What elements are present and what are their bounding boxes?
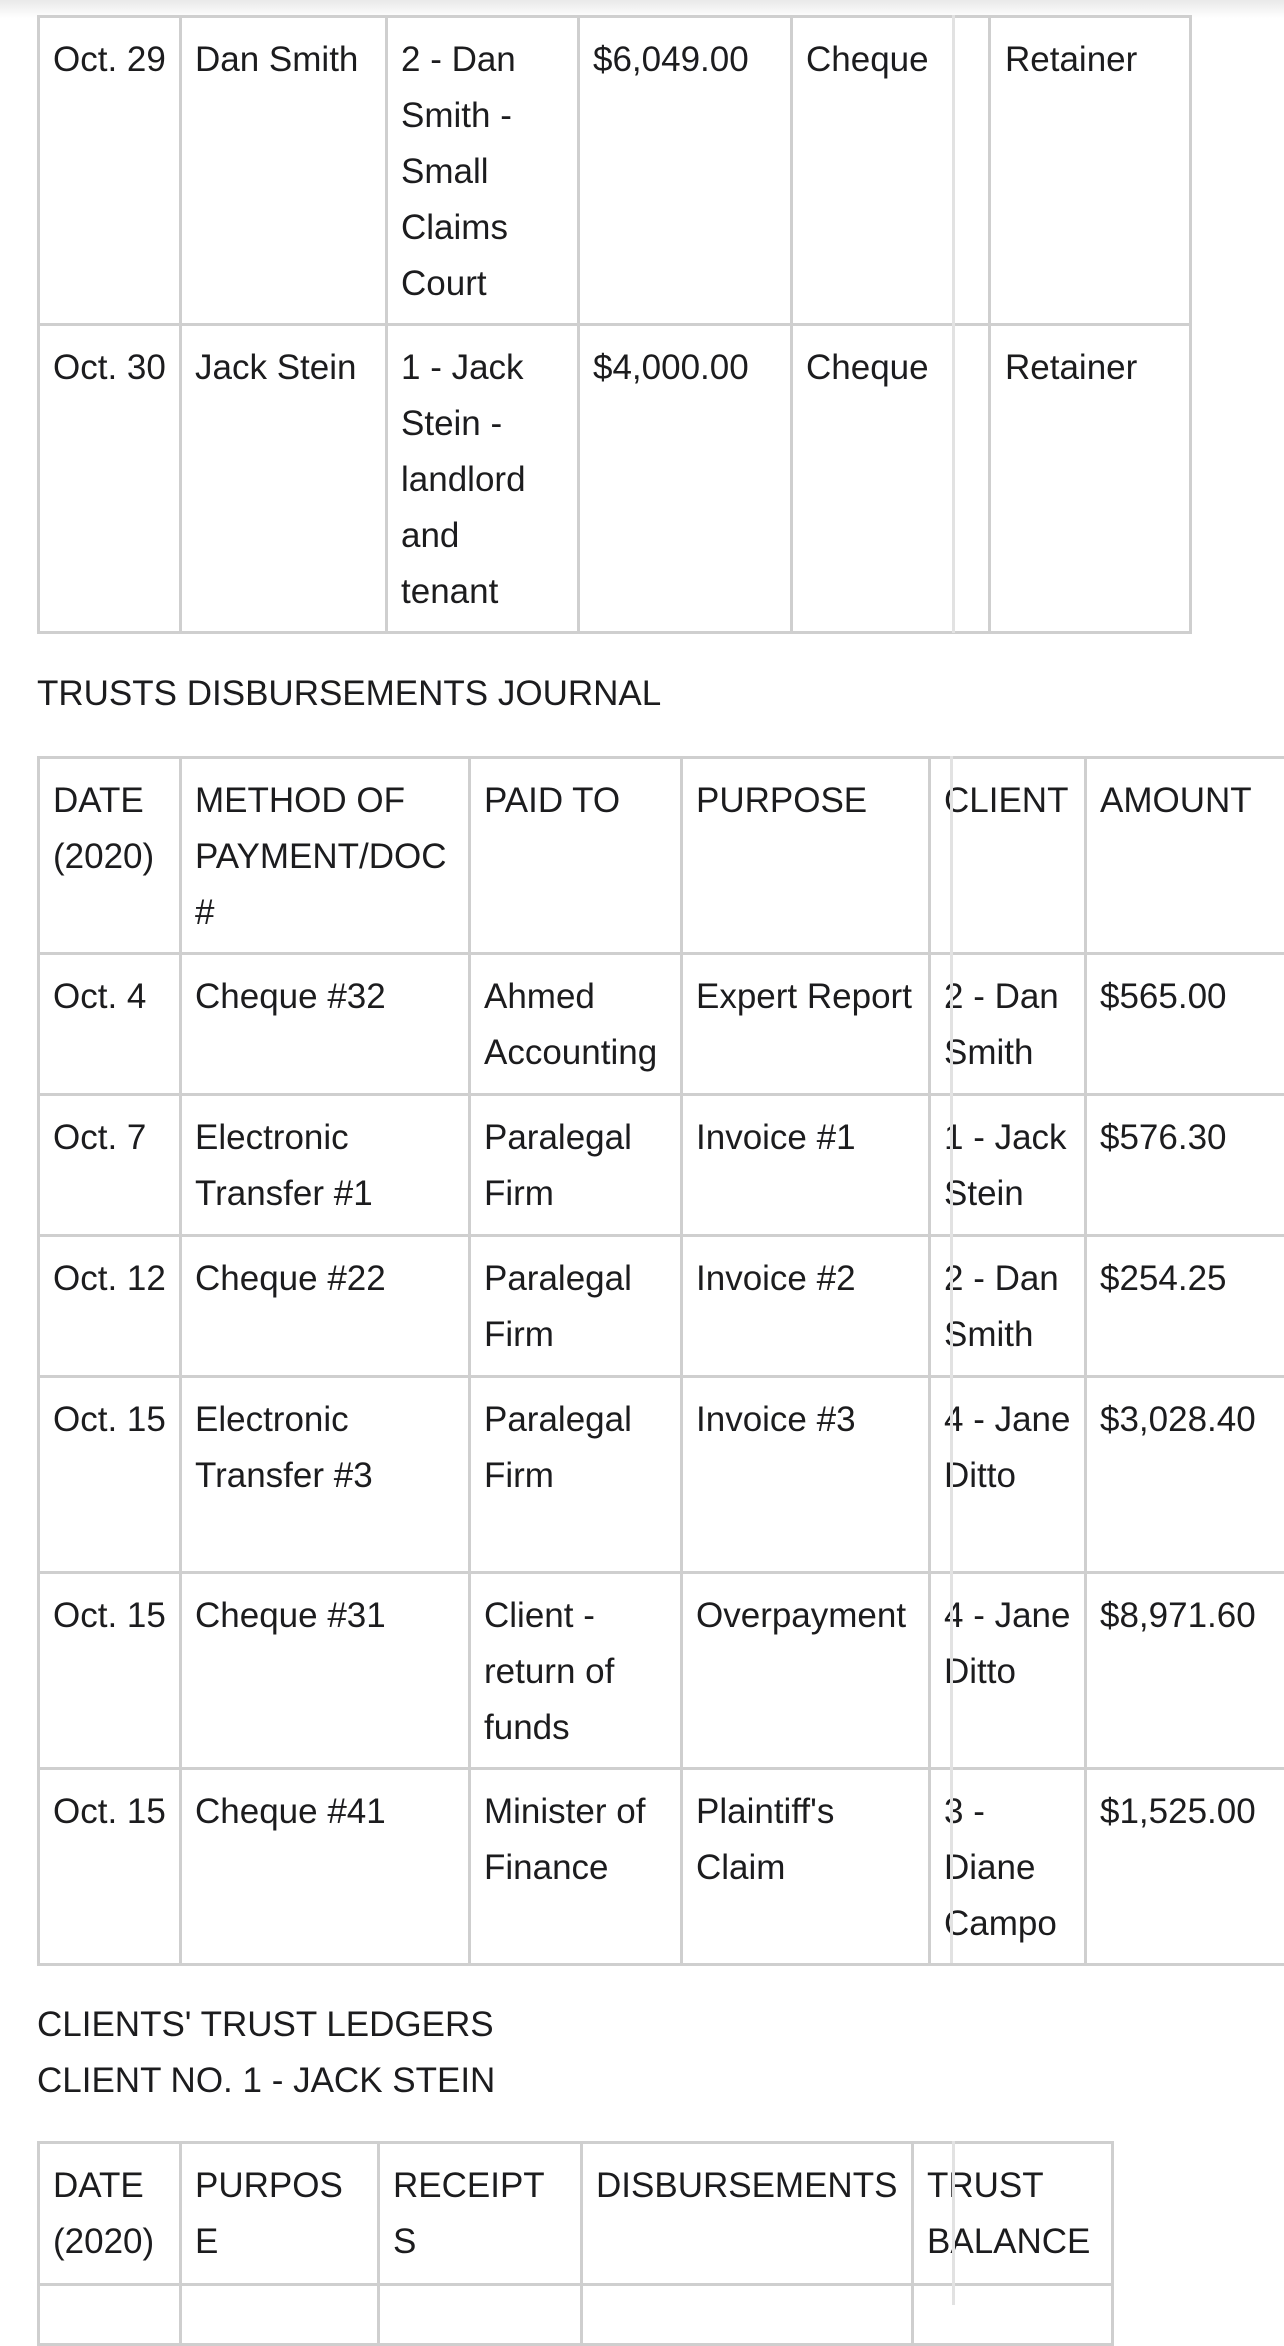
column-divider: [952, 15, 955, 633]
header-trust-balance: TRUST BALANCE: [913, 2143, 1113, 2285]
date-cell: Oct. 7: [39, 1095, 181, 1236]
header-disbursements: DISBURSEMENTS: [582, 2143, 913, 2285]
date-cell: Oct. 15: [39, 1573, 181, 1769]
client-cell: 3 - Diane Campo: [930, 1769, 1086, 1965]
column-divider: [950, 756, 953, 1963]
method-cell: Cheque #32: [181, 954, 470, 1095]
date-cell: Oct. 12: [39, 1236, 181, 1377]
method-cell: Electronic Transfer #1: [181, 1095, 470, 1236]
paid-to-cell: Ahmed Accounting: [470, 954, 682, 1095]
client-cell: 2 - Dan Smith - Small Claims Court: [387, 17, 579, 325]
paid-to-cell: Paralegal Firm: [470, 1236, 682, 1377]
ledgers-title: CLIENTS' TRUST LEDGERS: [37, 1997, 494, 2053]
amount-cell: $4,000.00: [579, 325, 792, 633]
header-date: DATE (2020): [39, 758, 181, 954]
client-cell: 2 - Dan Smith: [930, 954, 1086, 1095]
ledgers-client-title: CLIENT NO. 1 - JACK STEIN: [37, 2053, 495, 2109]
header-paid-to: PAID TO: [470, 758, 682, 954]
header-client: CLIENT: [930, 758, 1086, 954]
amount-cell: $576.30: [1086, 1095, 1284, 1236]
purpose-cell: Expert Report: [682, 954, 930, 1095]
date-cell: Oct. 29: [39, 17, 181, 325]
table-row: [39, 1095, 1284, 1236]
client-cell: 4 - Jane Ditto: [930, 1377, 1086, 1573]
method-cell: Cheque: [792, 17, 990, 325]
empty-cell: [913, 2285, 1113, 2345]
header-amount: AMOUNT: [1086, 758, 1284, 954]
amount-cell: $1,525.00: [1086, 1769, 1284, 1965]
received-from-cell: Jack Stein: [181, 325, 387, 633]
method-cell: Cheque #31: [181, 1573, 470, 1769]
empty-cell: [181, 2285, 379, 2345]
table-row: [39, 1377, 1284, 1573]
empty-cell: [582, 2285, 913, 2345]
amount-cell: $254.25: [1086, 1236, 1284, 1377]
date-cell: Oct. 30: [39, 325, 181, 633]
paid-to-cell: Client - return of funds: [470, 1573, 682, 1769]
header-purpose: PURPOSE: [682, 758, 930, 954]
date-cell: Oct. 15: [39, 1377, 181, 1573]
table-row: [39, 1236, 1284, 1377]
disbursements-journal-title: TRUSTS DISBURSEMENTS JOURNAL: [37, 666, 661, 722]
method-cell: Cheque: [792, 325, 990, 633]
table-row: [39, 954, 1284, 1095]
purpose-cell: Invoice #3: [682, 1377, 930, 1573]
table-header-row: [39, 758, 1284, 954]
table-row: [39, 325, 1191, 633]
column-divider: [952, 2141, 955, 2305]
amount-cell: $6,049.00: [579, 17, 792, 325]
header-method: METHOD OF PAYMENT/DOC #: [181, 758, 470, 954]
amount-cell: $3,028.40: [1086, 1377, 1284, 1573]
paid-to-cell: Minister of Finance: [470, 1769, 682, 1965]
table-row: [39, 1769, 1284, 1965]
client-cell: 1 - Jack Stein - landlord and tenant: [387, 325, 579, 633]
disbursements-journal-table: [37, 756, 1284, 1966]
header-purpose: PURPOSE: [181, 2143, 379, 2285]
paid-to-cell: Paralegal Firm: [470, 1377, 682, 1573]
receipts-table: [37, 15, 1192, 634]
table-row: [39, 17, 1191, 325]
purpose-cell: Invoice #1: [682, 1095, 930, 1236]
purpose-cell: Plaintiff's Claim: [682, 1769, 930, 1965]
header-receipts: RECEIPTS: [379, 2143, 582, 2285]
received-from-cell: Dan Smith: [181, 17, 387, 325]
purpose-cell: Invoice #2: [682, 1236, 930, 1377]
method-cell: Cheque #22: [181, 1236, 470, 1377]
header-date: DATE (2020): [39, 2143, 181, 2285]
date-cell: Oct. 4: [39, 954, 181, 1095]
amount-cell: $8,971.60: [1086, 1573, 1284, 1769]
paid-to-cell: Paralegal Firm: [470, 1095, 682, 1236]
client-cell: 1 - Jack Stein: [930, 1095, 1086, 1236]
method-cell: Cheque #41: [181, 1769, 470, 1965]
purpose-cell: Retainer: [990, 325, 1191, 633]
date-cell: Oct. 15: [39, 1769, 181, 1965]
empty-cell: [379, 2285, 582, 2345]
client-cell: 4 - Jane Ditto: [930, 1573, 1086, 1769]
purpose-cell: Retainer: [990, 17, 1191, 325]
empty-cell: [39, 2285, 181, 2345]
amount-cell: $565.00: [1086, 954, 1284, 1095]
method-cell: Electronic Transfer #3: [181, 1377, 470, 1573]
purpose-cell: Overpayment: [682, 1573, 930, 1769]
client-cell: 2 - Dan Smith: [930, 1236, 1086, 1377]
table-row: [39, 1573, 1284, 1769]
